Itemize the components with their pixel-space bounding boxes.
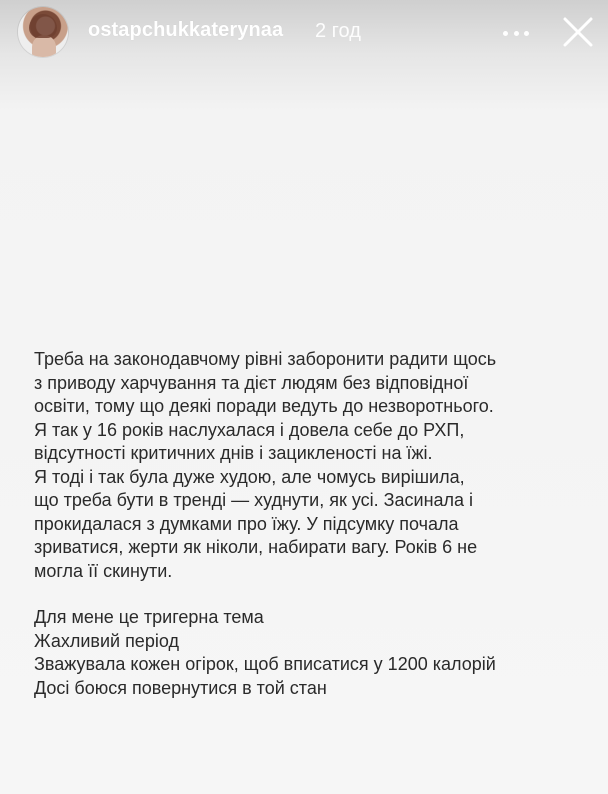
more-horizontal-icon[interactable] [503,29,529,37]
dot-icon [503,31,508,36]
dot-icon [524,31,529,36]
story-paragraph-2: Для мене це тригерна тема Жахливий період Зважувала кожен огірок, щоб вписатися у 1200 калорій Досі боюся повернутися в той стан [34,607,496,698]
close-icon[interactable] [561,15,595,49]
story-text-content [34,348,574,700]
profile-avatar[interactable] [18,7,68,57]
dot-icon [514,31,519,36]
story-header [0,0,608,70]
story-paragraph-1: Треба на законодавчому рівні заборонити радити щось з приводу харчування та дієт людям без відповідної освіти, тому що деякі поради ведуть до незворотнього. Я так у 16 років наслухалася і довела себе до РХП, відсутності критичних днів і зацикленості на їжі. Я тоді і так була дуже худою, але чомусь вирішила, що треба бути в тренді — худнути, як усі. Засинала і прокидалася з думками про їжу. У підсумку почала зриватися, жерти як ніколи, набирати вагу. Років 6 не могла її скинути. [34,349,497,581]
story-time: 2 год [315,20,361,42]
story-username[interactable]: ostapchukkaterynaa [88,19,284,41]
